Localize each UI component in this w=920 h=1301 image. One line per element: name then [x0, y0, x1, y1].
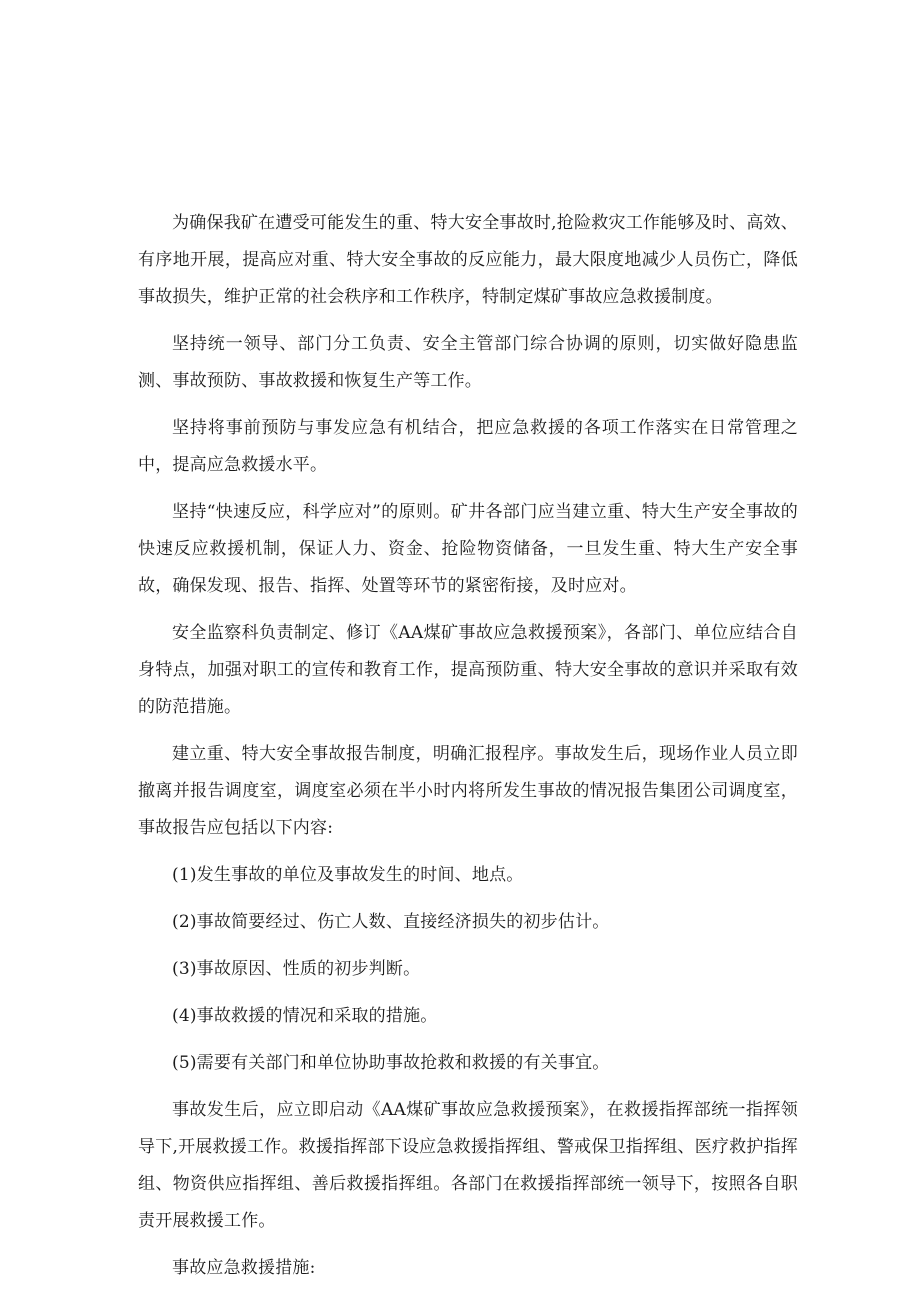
document-page: [138, 205, 798, 1287]
paragraph-principle-prevention: 坚持将事前预防与事发应急有机结合，把应急救援的各项工作落实在日常管理之中，提高应急救援水平。: [138, 418, 798, 475]
paragraph-report-system: 建立重、特大安全事故报告制度，明确汇报程序。事故发生后，现场作业人员立即撤离并报告调度室，调度室必须在半小时内将所发生事故的情况报告集团公司调度室，事故报告应包括以下内容:: [138, 744, 798, 838]
list-item-report-1: (1)发生事故的单位及事故发生的时间、地点。: [172, 865, 524, 885]
list-item-report-5: (5)需要有关部门和单位协助事故抢救和救援的有关事宜。: [172, 1053, 610, 1073]
paragraph-emergency-command: 事故发生后，应立即启动《AA煤矿事故应急救援预案》，在救援指挥部统一指挥领导下,开展救援工作。救援指挥部下设应急救援指挥组、警戒保卫指挥组、医疗救护指挥组、物资供应指挥组、善后救援指挥组。各部门在救援指挥部统一领导下，按照各自职责开展救援工作。: [138, 1100, 798, 1231]
paragraph-plan-responsibility: 安全监察科负责制定、修订《AA煤矿事故应急救援预案》，各部门、单位应结合自身特点，加强对职工的宣传和教育工作，提高预防重、特大安全事故的意识并采取有效的防范措施。: [138, 623, 798, 717]
list-item-report-2: (2)事故简要经过、伤亡人数、直接经济损失的初步估计。: [172, 912, 610, 932]
paragraph-principle-leadership: 坚持统一领导、部门分工负责、安全主管部门综合协调的原则，切实做好隐患监测、事故预防、事故救援和恢复生产等工作。: [138, 334, 798, 391]
paragraph-purpose: 为确保我矿在遭受可能发生的重、特大安全事故时,抢险救灾工作能够及时、高效、有序地开展，提高应对重、特大安全事故的反应能力，最大限度地减少人员伤亡，降低事故损失，维护正常的社会秩序和工作秩序，特制定煤矿事故应急救援制度。: [138, 213, 798, 307]
list-item-report-3: (3)事故原因、性质的初步判断。: [172, 959, 421, 979]
paragraph-rescue-measures-heading: 事故应急救援措施:: [172, 1258, 316, 1278]
paragraph-principle-rapid-response: 坚持“快速反应，科学应对”的原则。矿井各部门应当建立重、特大生产安全事故的快速反应救援机制，保证人力、资金、抢险物资储备，一旦发生重、特大生产安全事故，确保发现、报告、指挥、处置等环节的紧密衔接，及时应对。: [138, 502, 798, 596]
list-item-report-4: (4)事故救援的情况和采取的措施。: [172, 1006, 438, 1026]
